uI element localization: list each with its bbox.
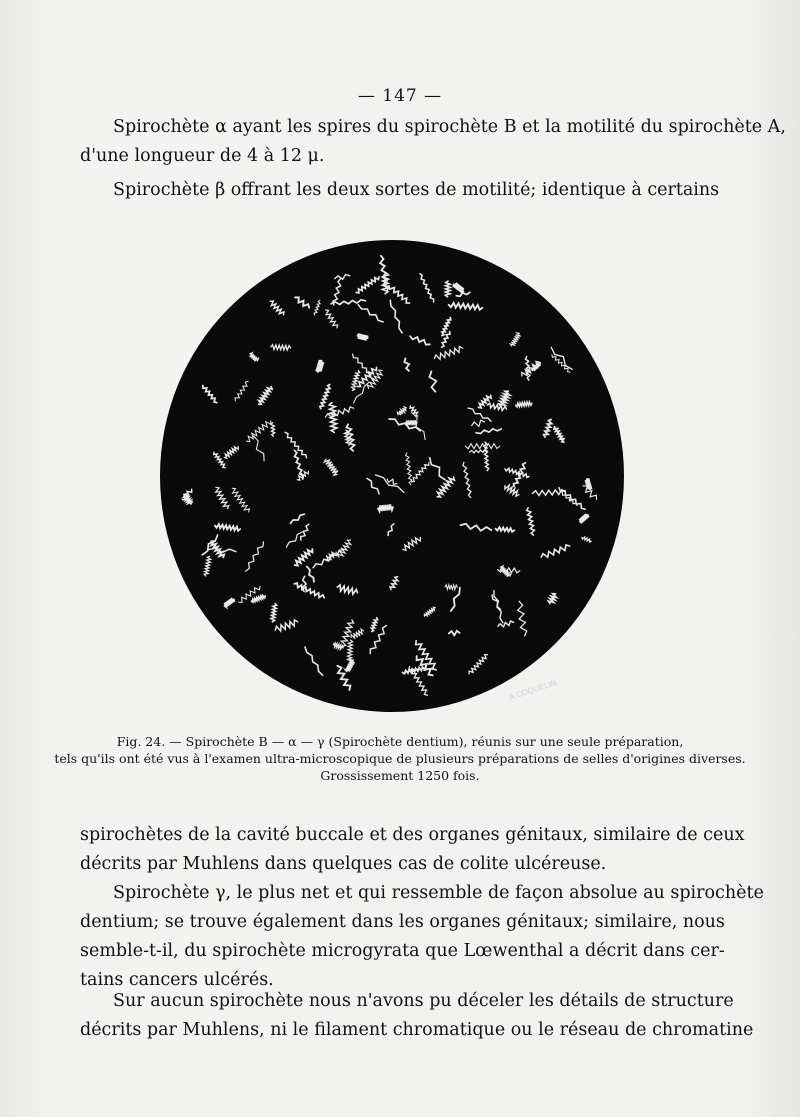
text-line: Spirochète β offrant les deux sortes de motilité; identique à certains [113,180,720,200]
text-line: spirochètes de la cavité buccale et des organes génitaux, similaire de ceux [80,825,745,845]
figure-signature: A.COQUELIN. [507,677,560,702]
paragraph-continuation [80,821,745,879]
text-line: dentium; se trouve également dans les organes génitaux; similaire, nous [80,912,725,932]
paragraph-spirochete-gamma [80,879,764,995]
figure-caption [0,733,800,784]
paragraph-structure [80,987,754,1045]
caption-line: tels qu'ils ont été vus à l'examen ultra-microscopique de plusieurs préparations de selles d'origines diverses. [54,751,746,766]
caption-line: Grossissement 1250 fois. [320,768,480,783]
text-line: d'une longueur de 4 à 12 μ. [80,146,325,166]
paragraph-spirochete-alpha [80,113,786,171]
text-line: tains cancers ulcérés. [80,970,274,990]
text-line: semble-t-il, du spirochète microgyrata que Lœwenthal a décrit dans cer- [80,941,725,961]
micrograph-figure [158,238,626,714]
text-line: décrits par Muhlens, ni le filament chromatique ou le réseau de chromatine [80,1020,754,1040]
text-line: décrits par Muhlens dans quelques cas de colite ulcéreuse. [80,854,607,874]
page-number: — 147 — [357,86,443,106]
text-line: Spirochète γ, le plus net et qui ressemble de façon absolue au spirochète [113,883,764,903]
text-line: Spirochète α ayant les spires du spirochète B et la motilité du spirochète A, [113,117,786,137]
text-line: Sur aucun spirochète nous n'avons pu déceler les détails de structure [113,991,734,1011]
caption-line: Fig. 24. — Spirochète B — α — γ (Spirochète dentium), réunis sur une seule préparation, [116,734,684,749]
micrograph-field [160,240,624,712]
paragraph-spirochete-beta [80,176,720,205]
